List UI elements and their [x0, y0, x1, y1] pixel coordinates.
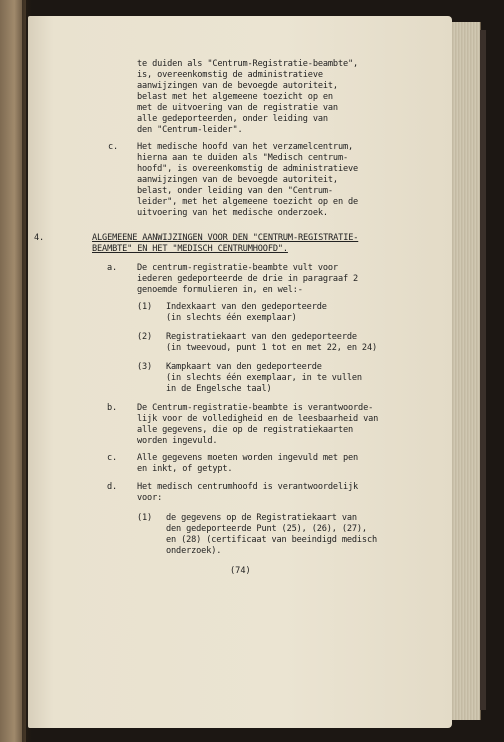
page-number: (74)	[230, 566, 251, 576]
intro-line: belast met het algemeene toezicht op en	[137, 92, 333, 102]
intro-line: alle gedeporteerden, onder leiding van	[137, 114, 328, 124]
subitem-line: (in tweevoud, punt 1 tot en met 22, en 24)	[166, 343, 378, 353]
item-c-line: Alle gegevens moeten worden ingevuld met pen	[137, 453, 359, 463]
item-b-line: worden ingevuld.	[137, 436, 218, 446]
page-stack-edges	[452, 22, 481, 720]
item-label-b: b.	[107, 403, 118, 413]
intro-line: te duiden als "Centrum-Registratie-beambte",	[137, 59, 359, 69]
item-label-a: a.	[107, 263, 118, 273]
intro-line: den "Centrum-leider".	[137, 125, 243, 135]
item-c-line: en inkt, of getypt.	[137, 464, 233, 474]
intro-line: met de uitvoering van de registratie van	[137, 103, 338, 113]
subitem-number: (1)	[137, 513, 153, 523]
item-d-line: voor:	[137, 493, 163, 503]
subitem-number: (2)	[137, 332, 153, 342]
item-b-line: De Centrum-registratie-beambte is verantwoorde-	[137, 403, 374, 413]
section-c-line: leider", met het algemeene toezicht op en de	[137, 197, 359, 207]
item-b-line: alle gegevens, die op de registratiekaarten	[137, 425, 354, 435]
book-cover-edge	[480, 30, 486, 710]
intro-line: aanwijzingen van de bevoegde autoriteit,	[137, 81, 338, 91]
subitem-line: (in slechts één exemplaar)	[166, 313, 297, 323]
section-heading: ALGEMEENE AANWIJZINGEN VOOR DEN "CENTRUM-REGISTRATIE-	[92, 233, 359, 243]
section-number-4: 4.	[34, 233, 45, 243]
subitem-line: onderzoek).	[166, 546, 222, 556]
section-c-line: aanwijzingen van de bevoegde autoriteit,	[137, 175, 338, 185]
intro-line: is, overeenkomstig de administratieve	[137, 70, 323, 80]
item-label-c: c.	[107, 453, 118, 463]
item-a-line: De centrum-registratie-beambte vult voor	[137, 263, 338, 273]
subitem-line: (in slechts één exemplaar, in te vullen	[166, 373, 362, 383]
subitem-line: den gedeporteerde Punt (25), (26), (27),	[166, 524, 367, 534]
section-c-line: belast, onder leiding van den "Centrum-	[137, 186, 333, 196]
section-heading: BEAMBTE" EN HET "MEDISCH CENTRUMHOOFD".	[92, 244, 288, 254]
document-page	[28, 16, 452, 728]
subitem-line: Indexkaart van den gedeporteerde	[166, 302, 327, 312]
item-a-line: iederen gedeporteerde de drie in paragraaf 2	[137, 274, 359, 284]
subitem-number: (1)	[137, 302, 153, 312]
section-c-line: hoofd", is overeenkomstig de administratieve	[137, 164, 359, 174]
subitem-line: en (28) (certificaat van beeindigd medisch	[166, 535, 378, 545]
section-c-line: uitvoering van het medische onderzoek.	[137, 208, 328, 218]
item-label-d: d.	[107, 482, 118, 492]
subitem-number: (3)	[137, 362, 153, 372]
subitem-line: in de Engelsche taal)	[166, 384, 272, 394]
item-a-line: genoemde formulieren in, en wel:-	[137, 285, 303, 295]
item-b-line: lijk voor de volledigheid en de leesbaarheid van	[137, 414, 379, 424]
section-c-line: hierna aan te duiden als "Medisch centrum-	[137, 153, 349, 163]
item-d-line: Het medisch centrumhoofd is verantwoordelijk	[137, 482, 359, 492]
subitem-line: de gegevens op de Registratiekaart van	[166, 513, 357, 523]
subitem-line: Kampkaart van den gedeporteerde	[166, 362, 322, 372]
subitem-line: Registratiekaart van den gedeporteerde	[166, 332, 357, 342]
section-c-line: Het medische hoofd van het verzamelcentrum,	[137, 142, 354, 152]
item-label-c-top: c.	[108, 142, 119, 152]
